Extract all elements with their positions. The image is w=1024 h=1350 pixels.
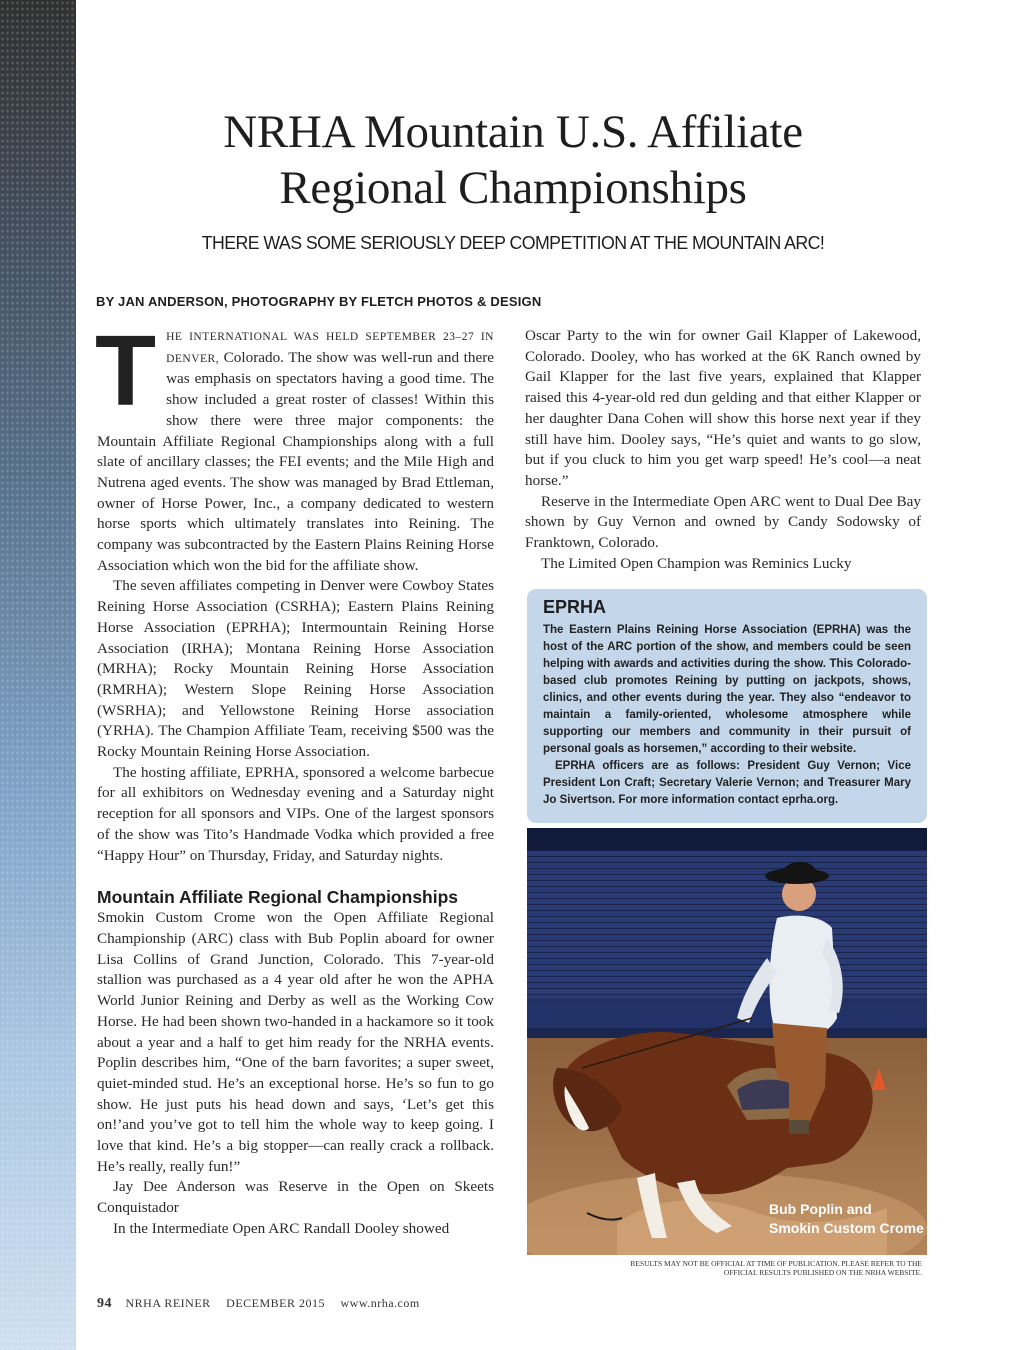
paragraph-intro-text: Colorado. The show was well-run and there was emphasis on spectators having a good time. The show included a great roster of classes! Within this show there were three major components: the Mountain Affiliate Regional Championships along with a full slate of ancillary classes; the FEI events; and the Mile High and Nutrena aged events. The show was managed by Brad Ettleman, owner of Horse Power, Inc., a company dedicated to western horse sports which ultimately translates into Reining. The company was subcontracted by the Eastern Plains Reining Horse Association which won the bid for the affiliate show. [97, 348, 494, 574]
section-heading: Mountain Affiliate Regional Championships [97, 887, 459, 908]
byline: BY JAN ANDERSON, PHOTOGRAPHY BY FLETCH PHOTOS & DESIGN [96, 294, 542, 309]
paragraph-limited-open: The Limited Open Champion was Reminics Lucky [541, 554, 852, 572]
page-number: 94 [97, 1296, 112, 1311]
horse-and-rider-image [527, 828, 927, 1255]
paragraph-oscar-party: Oscar Party to the win for owner Gail Klapper of Lakewood, Colorado. Dooley, who has worked at the 6K Ranch owned by Gail Klapper for the last five years, explained that Klapper raised this 4-year-old red dun gelding and that either Klapper or her daughter Dana Cohen will show this horse next year if they still have him. Dooley says, “He’s quiet and wants to go slow, but if you cluck to him you get warp speed! He’s cool—a neat horse.” [525, 327, 921, 489]
article-subtitle: THERE WAS SOME SERIOUSLY DEEP COMPETITION AT THE MOUNTAIN ARC! [201, 232, 825, 253]
results-disclaimer: RESULTS MAY NOT BE OFFICIAL AT TIME OF PUBLICATION. PLEASE REFER TO THE OFFICIAL RESULTS PUBLISHED ON THE NRHA WEBSITE. [630, 1259, 922, 1277]
photo-caption [769, 1200, 924, 1238]
sidebar-paragraph-1: The Eastern Plains Reining Horse Association (EPRHA) was the host of the ARC portion of the show, and members could be seen helping with awards and activities during the show. This Colorado-based club promotes Reining by putting on jackpots, shows, clinics, and other events during the year. They also “endeavor to maintain a family-oriented, wholesome atmosphere while supporting our members and community in their pursuit of personal goals as horsemen,” according to their website. [543, 624, 911, 755]
paragraph-reserve: Jay Dee Anderson was Reserve in the Open on Skeets Conquistador [97, 1178, 494, 1217]
decorative-side-strip [0, 0, 76, 1350]
left-column [95, 315, 494, 1240]
page-footer [97, 1296, 420, 1312]
reining-photo [527, 828, 927, 1255]
title-line-1: NRHA Mountain U.S. Affiliate [223, 106, 803, 158]
sidebar-paragraph-2: EPRHA officers are as follows: President Guy Vernon; Vice President Lon Craft; Secretary Valerie Vernon; and Treasurer Mary Jo Sivertson. For more information contact eprha.org. [543, 760, 911, 806]
paragraph-hosting: The hosting affiliate, EPRHA, sponsored a welcome barbecue for all exhibitors on Wednesday evening and a Saturday night reception for all sponsors and VIPs. One of the largest sponsors of the show was Tito’s Handmade Vodka which provided a free “Happy Hour” on Thursday, Friday, and Saturday nights. [97, 763, 494, 864]
magazine-name: NRHA REINER [125, 1296, 211, 1310]
drop-cap: T [95, 315, 157, 427]
title-line-2: Regional Championships [279, 162, 747, 214]
caption-line-2: Smokin Custom Crome [769, 1220, 924, 1236]
issue-date: DECEMBER 2015 [226, 1296, 326, 1310]
lead-in: HE INTERNATIONAL WAS HELD SEPTEMBER 23–27 IN DENVER, [166, 331, 494, 365]
paragraph-affiliates: The seven affiliates competing in Denver were Cowboy States Reining Horse Association (CSRHA); Eastern Plains Reining Horse Association (EPRHA); Intermountain Reining Horse Association (IRHA); Montana Reining Horse Association (MRHA); Rocky Mountain Reining Horse Association (RMRHA); Western Slope Reining Horse Association (WSRHA); and Yellowstone Reining Horse association (YRHA). The Champion Affiliate Team, receiving $500 was the Rocky Mountain Reining Horse Association. [97, 577, 494, 761]
website-link[interactable]: www.nrha.com [340, 1296, 420, 1310]
article-title [100, 104, 926, 216]
eprha-sidebar [527, 589, 927, 823]
paragraph-open-arc: Smokin Custom Crome won the Open Affiliate Regional Championship (ARC) class with Bub Poplin aboard for owner Lisa Collins of Grand Junction, Colorado. This 7-year-old stallion was purchased as a 4 year old after he won the APHA World Junior Reining and Derby as well as the Working Cow Horse. He had been shown two-handed in a hackamore so it took about a year and a half to get him ready for the NRHA events. Poplin describes him, “One of the barn favorites; a super sweet, quiet-minded stud. He’s an exceptional horse. He’s so fun to go show. He just puts his head down and says, ‘Let’s get this on!’and you’ve got to tell him the whole way to keep going. I love that kind. He’s a big stopper—can really crack a rollback. He’s really, really fun!” [97, 909, 494, 1175]
caption-line-1: Bub Poplin and [769, 1201, 872, 1217]
sidebar-heading: EPRHA [543, 597, 607, 617]
paragraph-dual-dee-bay: Reserve in the Intermediate Open ARC went to Dual Dee Bay shown by Guy Vernon and owned by Candy Sodowsky of Franktown, Colorado. [525, 492, 921, 552]
paragraph-intro [95, 315, 494, 576]
paragraph-intermediate: In the Intermediate Open ARC Randall Dooley showed [113, 1219, 450, 1237]
right-column [525, 326, 921, 574]
